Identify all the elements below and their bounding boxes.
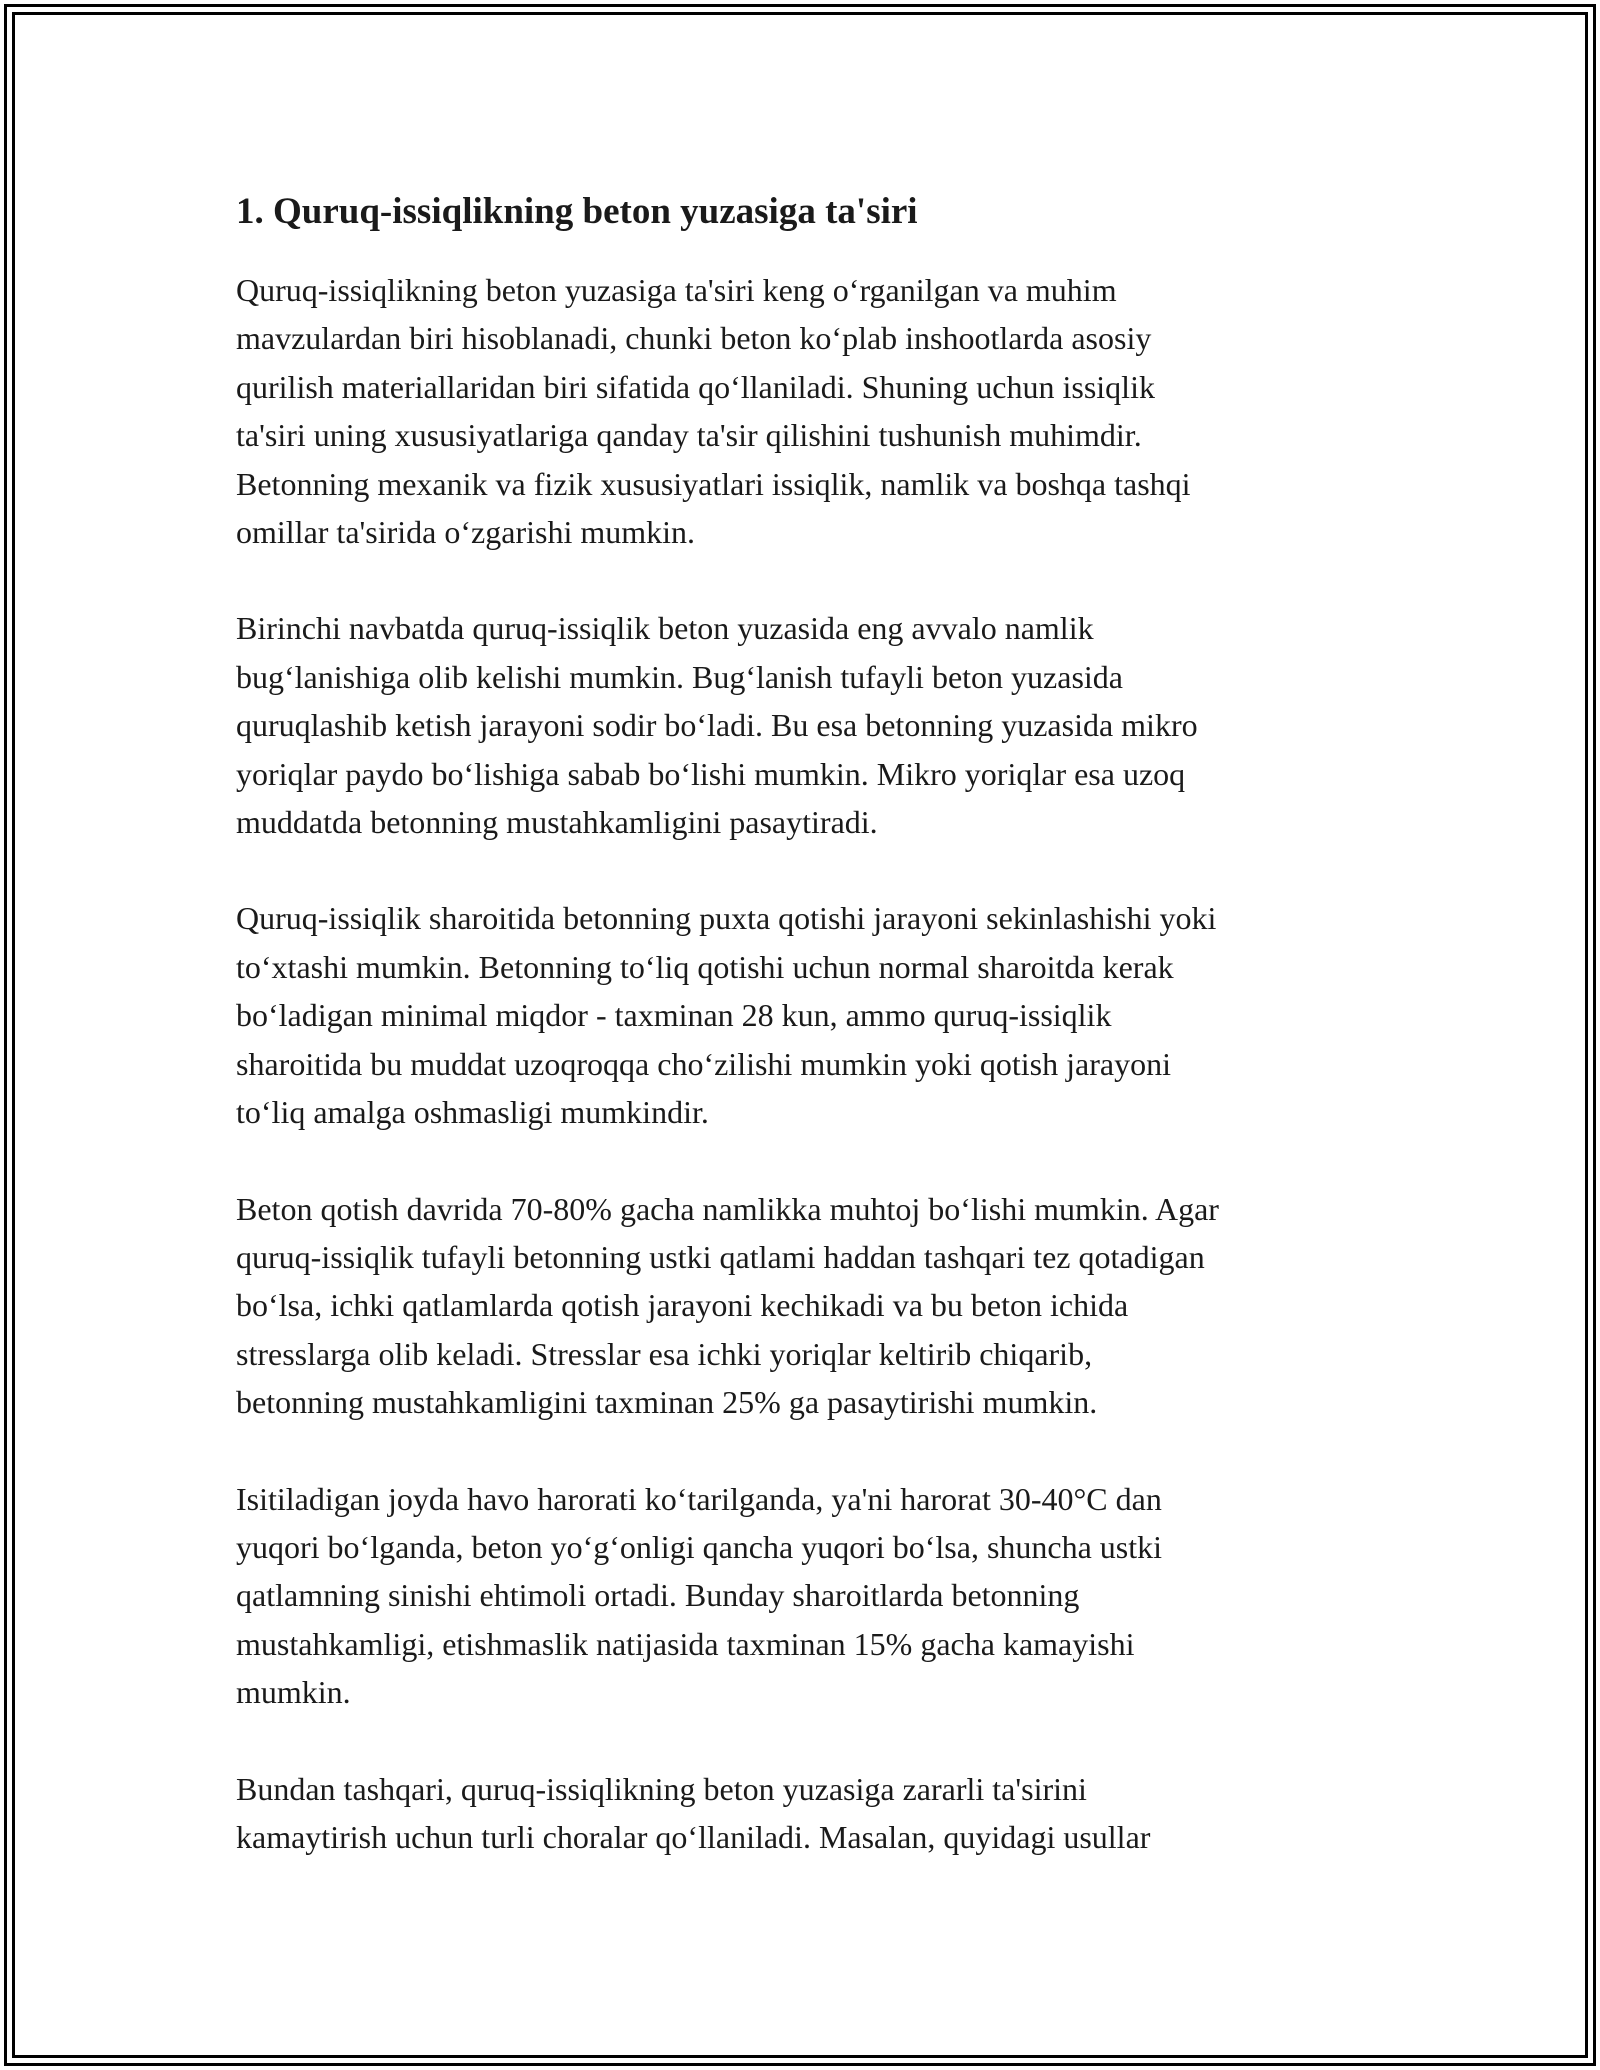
paragraph-1: Quruq-issiqlikning beton yuzasiga ta'siri keng o‘rganilgan va muhim mavzulardan biri hisoblanadi, chunki beton ko‘plab inshootlarda asosiy qurilish materiallaridan biri sifatida qo‘llaniladi. Shuning uchun issiqlik ta'siri uning xususiyatlariga qanday ta'sir qilishini tushunish muhimdir. Betonning mexanik va fizik xususiyatlari issiqlik, namlik va boshqa tashqi omillar ta'sirida o‘zgarishi mumkin. bbox=[236, 272, 1191, 551]
paragraph-6: Bundan tashqari, quruq-issiqlikning beton yuzasiga zararli ta'sirini kamaytirish uchun turli choralar qo‘llaniladi. Masalan, quyidagi usullar bbox=[236, 1770, 1151, 1855]
document-page bbox=[236, 186, 1386, 1909]
paragraph-5: Isitiladigan joyda havo harorati ko‘tarilganda, ya'ni harorat 30-40°C dan yuqori bo‘lganda, beton yo‘g‘onligi qancha yuqori bo‘lsa, shuncha ustki qatlamning sinishi ehtimoli ortadi. Bunday sharoitlarda betonning mustahkamligi, etishmaslik natijasida taxminan 15% gacha kamayishi mumkin. bbox=[236, 1480, 1163, 1711]
paragraph-3: Quruq-issiqlik sharoitida betonning puxta qotishi jarayoni sekinlashishi yoki to‘xtashi mumkin. Betonning to‘liq qotishi uchun normal sharoitda kerak bo‘ladigan minimal miqdor - taxminan 28 kun, ammo quruq-issiqlik sharoitida bu muddat uzoqroqqa cho‘zilishi mumkin yoki qotish jarayoni to‘liq amalga oshmasligi mumkindir. bbox=[236, 900, 1217, 1131]
section-heading: 1. Quruq-issiqlikning beton yuzasiga ta'siri bbox=[236, 191, 918, 232]
paragraph-2: Birinchi navbatda quruq-issiqlik beton yuzasida eng avvalo namlik bug‘lanishiga olib kelishi mumkin. Bug‘lanish tufayli beton yuzasida quruqlashib ketish jarayoni sodir bo‘ladi. Bu esa betonning yuzasida mikro yoriqlar paydo bo‘lishiga sabab bo‘lishi mumkin. Mikro yoriqlar esa uzoq muddatda betonning mustahkamligini pasaytiradi. bbox=[236, 610, 1198, 841]
paragraph-4: Beton qotish davrida 70-80% gacha namlikka muhtoj bo‘lishi mumkin. Agar quruq-issiqlik tufayli betonning ustki qatlami haddan tashqari tez qotadigan bo‘lsa, ichki qatlamlarda qotish jarayoni kechikadi va bu beton ichida stresslarga olib keladi. Stresslar esa ichki yoriqlar keltirib chiqarib, betonning mustahkamligini taxminan 25% ga pasaytirishi mumkin. bbox=[236, 1190, 1219, 1421]
